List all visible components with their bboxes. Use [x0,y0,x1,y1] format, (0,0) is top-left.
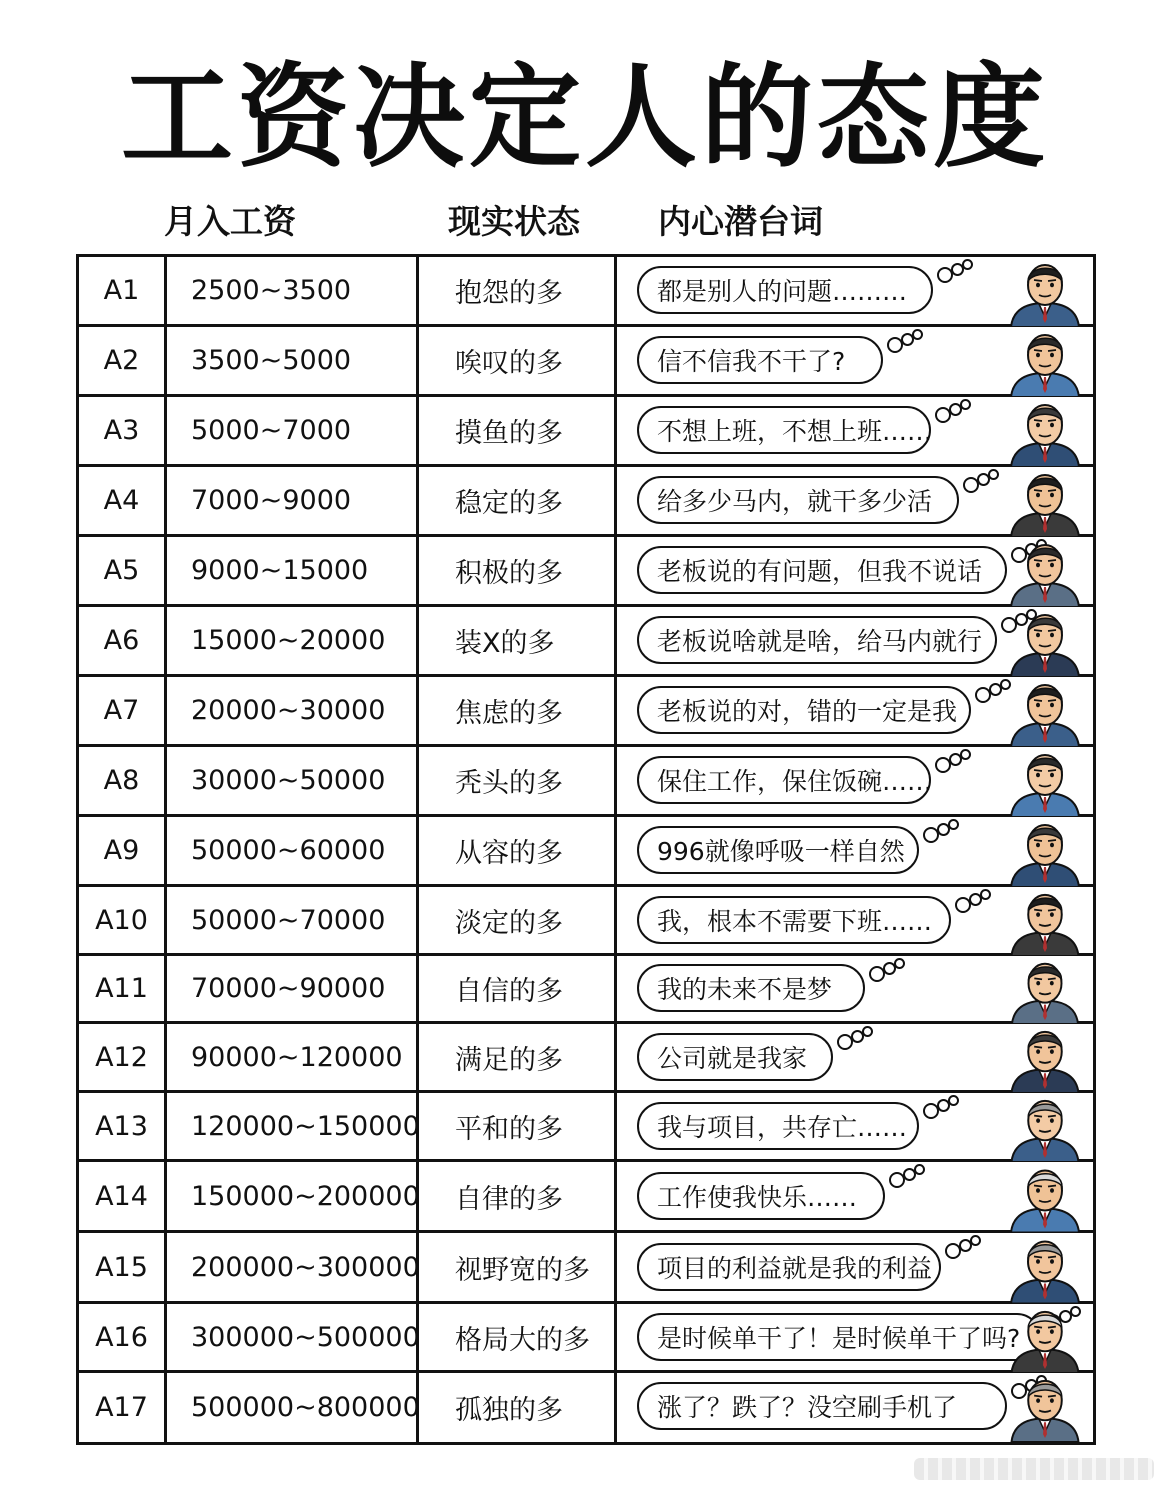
salary-cell: 2500~3500 [167,257,419,324]
thought-cell [617,817,1093,884]
speech-bubble: 老板说啥就是啥，给马内就行 [637,616,997,664]
thought-dot [962,259,973,270]
level-cell: A15 [79,1233,167,1301]
state-cell: 自信的多 [419,956,617,1021]
office-worker-icon [997,1233,1093,1304]
level-cell: A11 [79,956,167,1021]
thought-dot [948,819,959,830]
speech-bubble: 保住工作，保住饭碗…… [637,756,931,804]
salary-cell: 200000~300000 [167,1233,419,1301]
office-worker-icon [997,607,1093,677]
speech-bubble: 信不信我不干了? [637,336,883,384]
table-row [79,817,1093,887]
table-row [79,956,1093,1024]
level-cell: A3 [79,397,167,464]
state-cell: 从容的多 [419,817,617,884]
level-cell: A4 [79,467,167,534]
thought-dot [960,749,971,760]
thought-dot [960,399,971,410]
table-row [79,677,1093,747]
table-row [79,1233,1093,1304]
page-title: 工资决定人的态度 [121,53,1049,183]
office-worker-icon [997,1373,1093,1442]
thought-dot [914,1164,925,1175]
level-cell: A6 [79,607,167,674]
state-cell: 满足的多 [419,1024,617,1090]
thought-dot [980,889,991,900]
speech-bubble: 老板说的对，错的一定是我 [637,686,971,734]
table-row [79,1024,1093,1093]
thought-cell [617,677,1093,744]
speech-bubble: 老板说的有问题，但我不说话 [637,546,1007,594]
thought-dot [894,958,905,969]
level-cell: A2 [79,327,167,394]
level-cell: A1 [79,257,167,324]
speech-bubble: 我，根本不需要下班…… [637,896,951,944]
salary-cell: 20000~30000 [167,677,419,744]
salary-cell: 3500~5000 [167,327,419,394]
state-cell: 装X的多 [419,607,617,674]
state-cell: 秃头的多 [419,747,617,814]
speech-bubble: 我与项目，共存亡…… [637,1102,919,1150]
thought-dot [948,1095,959,1106]
table-row [79,1304,1093,1373]
level-cell: A9 [79,817,167,884]
level-cell: A7 [79,677,167,744]
office-worker-icon [997,1024,1093,1093]
state-cell: 稳定的多 [419,467,617,534]
thought-cell [617,607,1093,674]
table-row [79,257,1093,327]
header-salary: 月入工资 [164,202,296,241]
salary-cell: 5000~7000 [167,397,419,464]
level-cell: A13 [79,1093,167,1159]
office-worker-icon [997,1162,1093,1233]
state-cell: 视野宽的多 [419,1233,617,1301]
level-cell: A17 [79,1373,167,1442]
office-worker-icon [997,747,1093,817]
speech-bubble: 996就像呼吸一样自然 [637,826,919,874]
speech-bubble: 是时候单干了！是时候单干了吗? [637,1313,1041,1361]
thought-cell [617,887,1093,953]
thought-dot [970,1235,981,1246]
speech-bubble: 我的未来不是梦 [637,964,865,1012]
salary-cell: 70000~90000 [167,956,419,1021]
thought-cell [617,1162,1093,1230]
table-row [79,607,1093,677]
speech-bubble: 涨了？跌了？没空刷手机了 [637,1382,1007,1430]
state-cell: 唉叹的多 [419,327,617,394]
salary-cell: 500000~800000 [167,1373,419,1442]
thought-cell [617,397,1093,464]
table-row [79,397,1093,467]
speech-bubble: 公司就是我家 [637,1033,833,1081]
salary-cell: 50000~70000 [167,887,419,953]
state-cell: 摸鱼的多 [419,397,617,464]
salary-cell: 7000~9000 [167,467,419,534]
state-cell: 淡定的多 [419,887,617,953]
speech-bubble: 不想上班，不想上班…… [637,406,931,454]
thought-dot [912,329,923,340]
thought-cell [617,467,1093,534]
table-row [79,1373,1093,1442]
table-row [79,887,1093,956]
salary-cell: 9000~15000 [167,537,419,604]
office-worker-icon [997,887,1093,956]
salary-cell: 150000~200000 [167,1162,419,1230]
thought-dot [862,1026,873,1037]
table-row [79,1162,1093,1233]
speech-bubble: 工作使我快乐…… [637,1172,885,1220]
table-row [79,537,1093,607]
office-worker-icon [997,817,1093,887]
watermark [914,1458,1154,1480]
level-cell: A12 [79,1024,167,1090]
salary-cell: 300000~500000 [167,1304,419,1370]
level-cell: A8 [79,747,167,814]
state-cell: 积极的多 [419,537,617,604]
office-worker-icon [997,956,1093,1024]
office-worker-icon [997,1093,1093,1162]
office-worker-icon [997,467,1093,537]
salary-cell: 90000~120000 [167,1024,419,1090]
salary-cell: 30000~50000 [167,747,419,814]
salary-cell: 15000~20000 [167,607,419,674]
thought-cell [617,537,1093,604]
thought-cell [617,1024,1093,1090]
thought-cell [617,747,1093,814]
thought-cell [617,257,1093,324]
table-row [79,747,1093,817]
header-state: 现实状态 [448,202,580,241]
thought-cell [617,956,1093,1021]
state-cell: 格局大的多 [419,1304,617,1370]
level-cell: A10 [79,887,167,953]
state-cell: 焦虑的多 [419,677,617,744]
office-worker-icon [997,1304,1093,1373]
level-cell: A16 [79,1304,167,1370]
salary-cell: 120000~150000 [167,1093,419,1159]
thought-cell [617,1233,1093,1301]
table-row [79,1093,1093,1162]
office-worker-icon [997,677,1093,747]
thought-cell [617,327,1093,394]
salary-cell: 50000~60000 [167,817,419,884]
thought-cell [617,1373,1093,1442]
state-cell: 孤独的多 [419,1373,617,1442]
office-worker-icon [997,537,1093,607]
state-cell: 抱怨的多 [419,257,617,324]
office-worker-icon [997,397,1093,467]
level-cell: A5 [79,537,167,604]
salary-table [76,254,1096,1445]
level-cell: A14 [79,1162,167,1230]
office-worker-icon [997,257,1093,327]
speech-bubble: 给多少马内，就干多少活 [637,476,959,524]
speech-bubble: 项目的利益就是我的利益 [637,1243,941,1291]
table-row [79,327,1093,397]
thought-cell [617,1093,1093,1159]
office-worker-icon [997,327,1093,397]
table-row [79,467,1093,537]
thought-cell [617,1304,1093,1370]
state-cell: 自律的多 [419,1162,617,1230]
header-thought: 内心潜台词 [658,202,823,241]
state-cell: 平和的多 [419,1093,617,1159]
speech-bubble: 都是别人的问题……… [637,266,933,314]
